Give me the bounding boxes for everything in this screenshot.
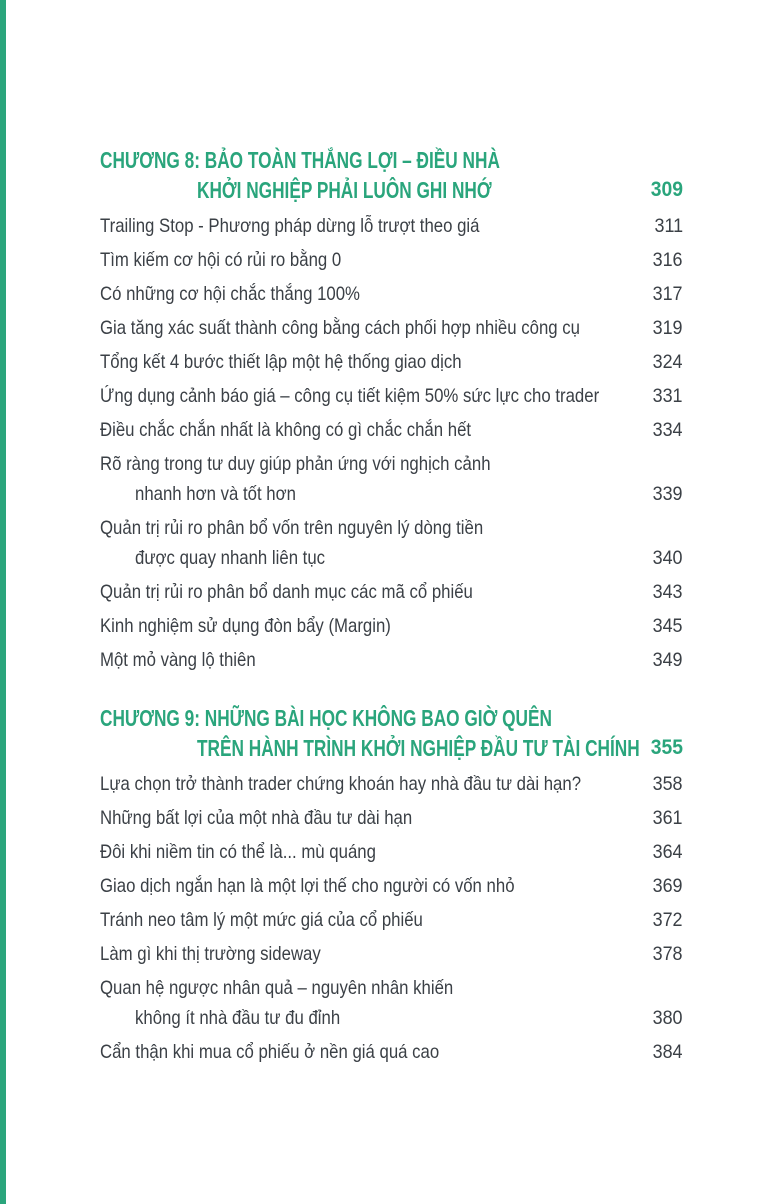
entry-title-line2: được quay nhanh liên tục [135, 547, 326, 569]
entry-title: Gia tăng xác suất thành công bằng cách phối hợp nhiều công cụ [100, 317, 580, 339]
toc-entry [100, 1041, 683, 1065]
entry-page-number: 345 [653, 615, 683, 637]
entry-page-number: 380 [653, 1007, 683, 1029]
entry-page-number: 364 [653, 841, 683, 863]
entry-page-number: 340 [653, 547, 683, 569]
entry-page-number: 372 [653, 909, 683, 931]
entry-title: Điều chắc chắn nhất là không có gì chắc chắn hết [100, 419, 472, 441]
entry-page-number: 343 [653, 581, 683, 603]
entry-title: Cẩn thận khi mua cổ phiếu ở nền giá quá cao [100, 1041, 440, 1063]
toc-entry [100, 317, 683, 341]
toc-entry [100, 807, 683, 831]
entry-page-number: 361 [653, 807, 683, 829]
toc-entry [100, 517, 683, 571]
chapter-9-heading [100, 705, 683, 765]
toc-entry [100, 215, 683, 239]
entry-page-number: 331 [653, 385, 683, 407]
toc-entry [100, 453, 683, 507]
entry-title: Làm gì khi thị trường sideway [100, 943, 321, 965]
toc-entry [100, 909, 683, 933]
entry-page-number: 334 [653, 419, 683, 441]
toc-entry [100, 773, 683, 797]
entry-page-number: 311 [654, 215, 683, 237]
entry-title: Đôi khi niềm tin có thể là... mù quáng [100, 841, 376, 863]
entry-page-number: 378 [653, 943, 683, 965]
entry-title: Tránh neo tâm lý một mức giá của cổ phiếu [100, 909, 423, 931]
toc-entry [100, 977, 683, 1031]
entry-title-line1: Quản trị rủi ro phân bổ vốn trên nguyên lý dòng tiền [100, 517, 484, 539]
entry-title: Ứng dụng cảnh báo giá – công cụ tiết kiệm 50% sức lực cho trader [100, 385, 600, 407]
entry-page-number: 317 [653, 283, 683, 305]
toc-entry [100, 581, 683, 605]
entry-page-number: 369 [653, 875, 683, 897]
toc-entry [100, 649, 683, 673]
toc-entry [100, 615, 683, 639]
entry-page-number: 319 [653, 317, 683, 339]
entry-page-number: 324 [653, 351, 683, 373]
entry-title: Tìm kiếm cơ hội có rủi ro bằng 0 [100, 249, 342, 271]
entry-title: Lựa chọn trở thành trader chứng khoán hay nhà đầu tư dài hạn? [100, 773, 582, 795]
chapter-8-heading [100, 147, 683, 207]
entry-title: Tổng kết 4 bước thiết lập một hệ thống giao dịch [100, 351, 462, 373]
entry-page-number: 349 [653, 649, 683, 671]
toc-entry [100, 841, 683, 865]
chapter-9-entries [100, 773, 683, 1065]
toc-entry [100, 351, 683, 375]
entry-title-line2: nhanh hơn và tốt hơn [135, 483, 296, 505]
chapter-9-heading-line1: CHƯƠNG 9: NHỮNG BÀI HỌC KHÔNG BAO GIỜ QUÊN [100, 705, 552, 731]
entry-page-number: 384 [653, 1041, 683, 1063]
entry-title-line2: không ít nhà đầu tư đu đỉnh [135, 1007, 341, 1029]
toc-entry [100, 283, 683, 307]
entry-title: Trailing Stop - Phương pháp dừng lỗ trượt theo giá [100, 215, 480, 237]
entry-title: Kinh nghiệm sử dụng đòn bẩy (Margin) [100, 615, 391, 637]
chapter-9-page-number: 355 [650, 736, 683, 759]
chapter-9-heading-line2: TRÊN HÀNH TRÌNH KHỞI NGHIỆP ĐẦU TƯ TÀI CHÍNH [197, 735, 640, 761]
entry-page-number: 358 [653, 773, 683, 795]
entry-title: Một mỏ vàng lộ thiên [100, 649, 256, 671]
entry-title: Giao dịch ngắn hạn là một lợi thế cho người có vốn nhỏ [100, 875, 515, 897]
entry-title-line1: Rõ ràng trong tư duy giúp phản ứng với nghịch cảnh [100, 453, 491, 475]
page-edge-accent-strip [0, 0, 6, 1204]
entry-title: Quản trị rủi ro phân bổ danh mục các mã cổ phiếu [100, 581, 473, 603]
table-of-contents [100, 147, 683, 1075]
entry-page-number: 316 [653, 249, 683, 271]
entry-title-line1: Quan hệ ngược nhân quả – nguyên nhân khiến [100, 977, 454, 999]
toc-entry [100, 249, 683, 273]
chapter-8-page-number: 309 [650, 178, 683, 201]
chapter-8-heading-line1: CHƯƠNG 8: BẢO TOÀN THẮNG LỢI – ĐIỀU NHÀ [100, 147, 500, 173]
chapter-8-heading-line2: KHỞI NGHIỆP PHẢI LUÔN GHI NHỚ [197, 177, 492, 203]
toc-entry [100, 419, 683, 443]
entry-title: Những bất lợi của một nhà đầu tư dài hạn [100, 807, 413, 829]
toc-entry [100, 943, 683, 967]
entry-title: Có những cơ hội chắc thắng 100% [100, 283, 360, 305]
entry-page-number: 339 [653, 483, 683, 505]
toc-entry [100, 875, 683, 899]
chapter-8-entries [100, 215, 683, 673]
toc-entry [100, 385, 683, 409]
